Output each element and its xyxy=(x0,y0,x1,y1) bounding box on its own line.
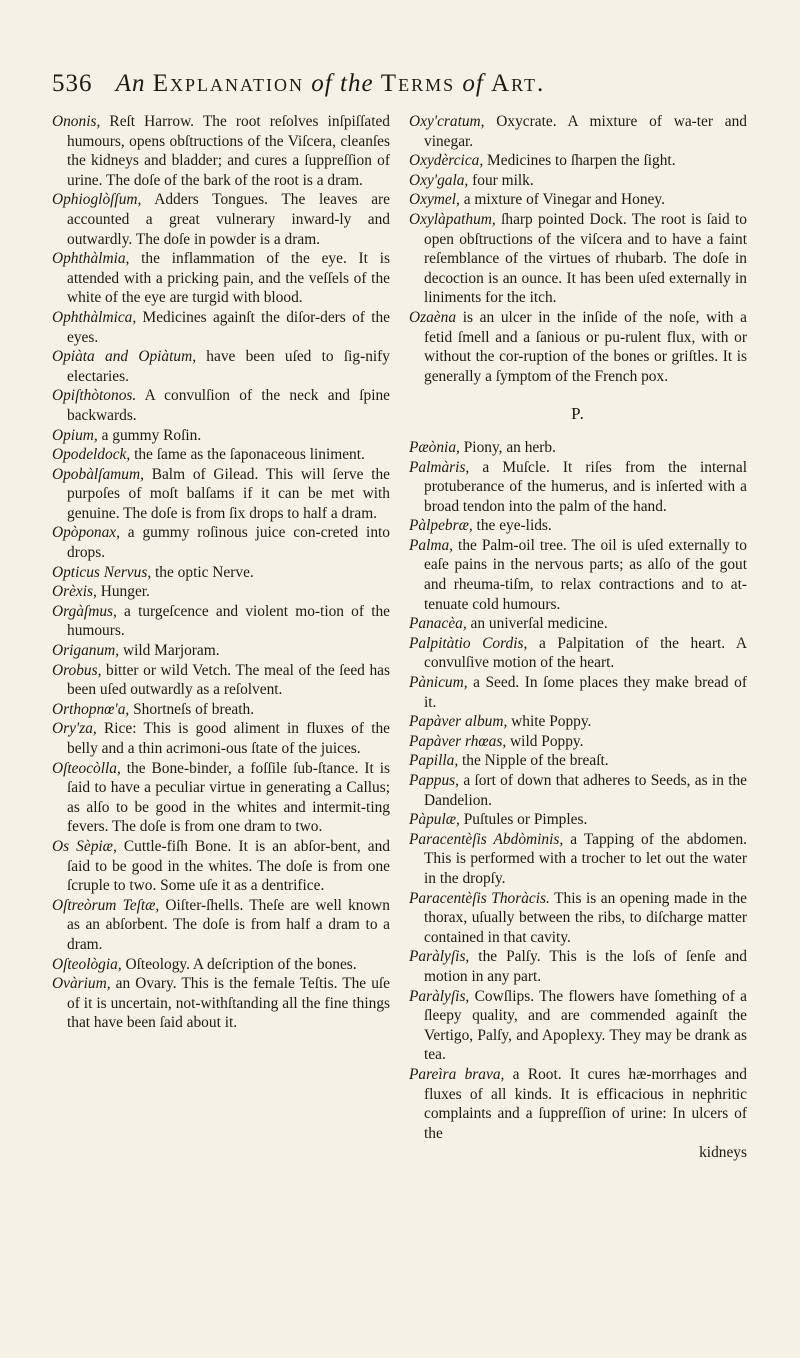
glossary-entry xyxy=(409,987,747,1065)
entry-definition: Adders Tongues. The leaves are accounted a great vulnerary inward-ly and outwardly. The doſe in powder is a dram. xyxy=(67,191,390,248)
header-title-an: An xyxy=(115,70,146,97)
entry-definition: Puſtules or Pimples. xyxy=(459,811,588,829)
entry-headword: Pareìra brava, xyxy=(409,1065,505,1083)
entry-definition: a mixture of Vinegar and Honey. xyxy=(459,191,665,209)
entry-definition: Medicines againſt the diſor-ders of the eyes. xyxy=(67,308,390,346)
entry-definition: the optic Nerve. xyxy=(151,563,254,581)
page-number: 536 xyxy=(52,70,93,97)
entry-definition: Medicines to ſharpen the ſight. xyxy=(483,152,676,170)
entry-definition: Rice: This is good aliment in fluxes of the belly and a thin acrimoni-ous ſtate of the juices. xyxy=(67,720,390,757)
entry-headword: Origanum, xyxy=(52,642,120,660)
glossary-entry xyxy=(52,112,390,190)
entry-headword: Opiſthòtonos. xyxy=(52,387,137,405)
entry-headword: Opobàlſamum, xyxy=(52,465,144,483)
left-column xyxy=(52,112,390,1033)
entry-definition: white Poppy. xyxy=(507,713,592,731)
glossary-entry xyxy=(52,426,390,446)
glossary-entry xyxy=(409,151,747,171)
entry-definition: Oiſter-ſhells. Theſe are well known as an abſorbent. The doſe is from half a dram to a dram. xyxy=(67,896,390,953)
entry-headword: Ophthàlmica, xyxy=(52,308,137,326)
glossary-entry xyxy=(409,112,747,151)
glossary-entry xyxy=(409,614,747,634)
entry-headword: Palmàris, xyxy=(409,458,470,476)
entry-headword: Oſteològia, xyxy=(52,955,122,973)
entry-definition: wild Marjoram. xyxy=(119,642,220,660)
entry-definition: four milk. xyxy=(468,171,534,189)
entry-definition: This is an opening made in the thorax, uſually between the ribs, to diſcharge matter contained in that cavity. xyxy=(424,889,747,946)
glossary-entry xyxy=(409,947,747,986)
glossary-entry xyxy=(52,661,390,700)
entry-definition: a Tapping of the abdomen. This is performed with a trocher to let out the water in the dropſy. xyxy=(424,830,747,887)
entry-headword: Os Sèpiæ, xyxy=(52,837,117,855)
entry-headword: Papàver rhœas, xyxy=(409,732,507,750)
entry-headword: Paràlyſis, xyxy=(409,948,470,966)
entry-headword: Paracentèſis Abdòminis, xyxy=(409,830,564,848)
glossary-entry xyxy=(52,582,390,602)
entry-headword: Orèxis, xyxy=(52,583,97,601)
glossary-entry xyxy=(409,458,747,517)
entry-headword: Orgàſmus, xyxy=(52,602,117,620)
glossary-entry xyxy=(52,700,390,720)
entry-definition: the Bone-binder, a foſſile ſub-ſtance. It is ſaid to have a peculiar virtue in generating a Callus; as alſo to be good in the whites and intermit-ting fevers. The doſe is from one dram to two. xyxy=(67,759,390,836)
entry-headword: Orobus, xyxy=(52,661,102,679)
entry-headword: Ovàrium, xyxy=(52,975,111,993)
glossary-entry xyxy=(52,308,390,347)
entry-definition: the Nipple of the breaſt. xyxy=(458,752,609,770)
entry-headword: Oxymel, xyxy=(409,191,460,209)
glossary-entry xyxy=(409,438,747,458)
glossary-entry xyxy=(409,732,747,752)
header-title-art: Art. xyxy=(491,70,546,97)
entry-definition: Shortneſs of breath. xyxy=(129,700,255,718)
entry-headword: Opòponax, xyxy=(52,524,120,542)
glossary-entry xyxy=(409,210,747,308)
entry-headword: Palpitàtio Cordis, xyxy=(409,634,528,652)
entry-definition: a Palpitation of the heart. A convulſive motion of the heart. xyxy=(424,634,747,672)
entry-headword: Opodeldock, xyxy=(52,446,131,464)
glossary-entry xyxy=(52,445,390,465)
entry-headword: Oxylàpathum, xyxy=(409,210,496,228)
entry-headword: Oxy'gala, xyxy=(409,171,469,189)
glossary-entry xyxy=(409,673,747,712)
entry-definition: the Palm-oil tree. The oil is uſed externally to eaſe pains in the nervous parts; as alſo of the gout and rheuma-tiſm, to relax contractions and to at-tenuate cold humours. xyxy=(424,536,747,613)
entry-definition: the eye-lids. xyxy=(472,517,552,535)
entry-definition: is an ulcer in the inſide of the noſe, with a fetid ſmell and a ſanious or pu-rulent flux, with or without the cor-ruption of the bones or griſtles. It is generally a ſymptom of the French pox. xyxy=(424,308,747,385)
glossary-entry xyxy=(52,759,390,837)
entry-definition: a ſort of down that adheres to Seeds, as in the Dandelion. xyxy=(424,772,747,809)
header-title-terms: Terms xyxy=(380,70,456,97)
entry-headword: Opium, xyxy=(52,426,98,444)
entry-headword: Pappus, xyxy=(409,772,460,789)
entry-definition: the Palſy. This is the loſs of ſenſe and motion in any part. xyxy=(424,948,747,985)
entry-headword: Ory'za, xyxy=(52,720,97,738)
entry-headword: Oſteocòlla, xyxy=(52,759,121,777)
glossary-entry xyxy=(52,602,390,641)
entry-definition: an univerſal medicine. xyxy=(466,615,608,633)
glossary-entry xyxy=(52,837,390,896)
entry-headword: Pàpulæ, xyxy=(409,811,460,829)
entry-definition: A convulſion of the neck and ſpine backwards. xyxy=(67,387,390,424)
entry-definition: a turgeſcence and violent mo-tion of the humours. xyxy=(67,602,390,640)
entry-definition: the inflammation of the eye. It is attended with a pricking pain, and the veſſels of the white of the eye are turgid with blood. xyxy=(67,250,390,307)
entry-definition: Cuttle-fiſh Bone. It is an abſor-bent, and ſaid to be good in the whites. The doſe is from one ſcruple to two. Some uſe it as a dentrifice. xyxy=(67,837,390,895)
glossary-entry xyxy=(409,830,747,889)
glossary-entry xyxy=(52,190,390,249)
glossary-entry xyxy=(52,896,390,955)
glossary-entry xyxy=(409,634,747,673)
entry-headword: Pàlpebræ, xyxy=(409,517,473,535)
entry-definition: bitter or wild Vetch. The meal of the ſeed has been uſed outwardly as a reſolvent. xyxy=(67,661,390,699)
entry-headword: Panacèa, xyxy=(409,615,467,633)
glossary-entry xyxy=(52,249,390,308)
entry-definition: wild Poppy. xyxy=(506,732,584,750)
entry-definition: a Muſcle. It riſes from the internal protuberance of the humerus, and is inſerted with a broad tendon into the palm of the hand. xyxy=(424,458,747,515)
running-header xyxy=(52,70,757,98)
entry-definition: Cowſlips. The flowers have ſomething of a ſleepy quality, and are commended againſt the Vertigo, Palſy, and Apoplexy. They may be drank as tea. xyxy=(424,987,747,1064)
glossary-entry xyxy=(52,523,390,562)
entry-headword: Oxydèrcica, xyxy=(409,152,484,170)
entry-headword: Paracentèſis Thoràcis. xyxy=(409,889,550,907)
header-title-of-the: of the xyxy=(311,70,374,97)
entry-headword: Paràlyſis, xyxy=(409,987,470,1005)
glossary-entry xyxy=(52,386,390,425)
entry-definition: Balm of Gilead. This will ſerve the purpoſes of moſt balſams if it can be met with genuine. The doſe is from ſix drops to half a dram. xyxy=(67,465,390,522)
entry-definition: a gummy Roſin. xyxy=(97,426,202,444)
entry-definition: Hunger. xyxy=(96,583,150,601)
entry-definition: a Root. It cures hæ-morrhages and fluxes of all kinds. It is efficacious in nephritic complaints and a ſuppreſſion of urine: In ulcers of the xyxy=(424,1065,747,1142)
entry-headword: Pànicum, xyxy=(409,674,468,692)
entry-headword: Opticus Nervus, xyxy=(52,563,152,581)
glossary-entry xyxy=(409,771,747,810)
glossary-entry xyxy=(409,712,747,732)
glossary-entry xyxy=(409,536,747,614)
glossary-entry xyxy=(409,1065,747,1143)
glossary-entry xyxy=(409,751,747,771)
entry-definition: Oxycrate. A mixture of wa-ter and vinegar. xyxy=(424,113,747,150)
entry-definition: a gummy roſinous juice con-creted into drops. xyxy=(67,524,390,562)
glossary-entry xyxy=(409,190,747,210)
entry-headword: Ophioglòſſum, xyxy=(52,191,142,209)
glossary-entry xyxy=(52,974,390,1033)
entry-headword: Orthopnœ'a, xyxy=(52,700,130,718)
entry-definition: Oſteology. A deſcription of the bones. xyxy=(121,955,357,973)
header-title-of: of xyxy=(462,70,484,97)
right-column xyxy=(409,112,747,1163)
entry-headword: Ozaèna xyxy=(409,308,457,326)
header-title-explanation: Explanation xyxy=(152,70,305,97)
entry-headword: Papilla, xyxy=(409,752,459,770)
entry-headword: Oſtreòrum Teſtæ, xyxy=(52,896,160,914)
glossary-entry xyxy=(52,719,390,758)
entry-headword: Papàver album, xyxy=(409,713,508,731)
entry-headword: Opiàta and Opiàtum, xyxy=(52,348,197,366)
glossary-entry xyxy=(409,810,747,830)
entry-definition: an Ovary. This is the female Teſtis. The uſe of it is uncertain, not-withſtanding all the fine things that have been ſaid about it. xyxy=(67,975,390,1032)
catchword: kidneys xyxy=(699,1144,747,1162)
glossary-entry xyxy=(52,465,390,524)
entry-definition: ſharp pointed Dock. The root is ſaid to open obſtructions of the viſcera and to have a faint reſemblance of the virtues of rhubarb. The doſe in decoction is an ounce. It has been uſed externally in liniments for the itch. xyxy=(424,210,747,307)
glossary-entry xyxy=(409,516,747,536)
entry-definition: Piony, an herb. xyxy=(459,438,556,456)
entry-definition: a Seed. In ſome places they make bread of it. xyxy=(424,674,747,711)
glossary-entry xyxy=(52,563,390,583)
glossary-entry xyxy=(409,171,747,191)
glossary-entry xyxy=(52,347,390,386)
entry-headword: Ophthàlmia, xyxy=(52,250,130,268)
entry-headword: Palma, xyxy=(409,536,454,554)
entry-headword: Oxy'cratum, xyxy=(409,113,485,130)
entry-definition: the ſame as the ſaponaceous liniment. xyxy=(130,446,365,464)
glossary-entry xyxy=(52,955,390,975)
glossary-entry xyxy=(409,308,747,386)
entry-headword: Ononis, xyxy=(52,113,101,130)
glossary-entry xyxy=(52,641,390,661)
entry-definition: Reſt Harrow. The root reſolves inſpiſſated humours, opens obſtructions of the Viſcera, cleanſes the kidneys and bladder; and cures a ſuppreſſion of urine. The doſe of the bark of the root is a dram. xyxy=(67,113,390,189)
section-letter: P. xyxy=(571,404,585,424)
glossary-entry xyxy=(409,889,747,948)
entry-headword: Pæònia, xyxy=(409,438,460,456)
entry-definition: have been uſed to ſig-nify electaries. xyxy=(67,348,390,385)
